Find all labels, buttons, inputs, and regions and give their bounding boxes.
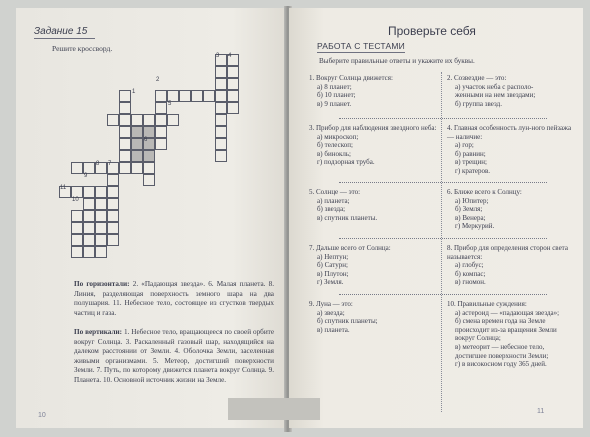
crossword-cell [107, 210, 119, 222]
test-question [447, 188, 573, 231]
answer-option[interactable]: а) глобус; [455, 261, 484, 270]
question-text: 2. Созвездие — это: [447, 74, 507, 82]
crossword-cell [107, 114, 119, 126]
test-question [447, 74, 573, 108]
test-instruction: Выберите правильные ответы и укажите их буквы. [319, 57, 475, 65]
crossword-number-label: 6 [144, 137, 148, 143]
crossword-number [71, 198, 83, 210]
question-text: 3. Прибор для наблюдения звездного неба: [309, 124, 437, 132]
crossword-number [143, 138, 155, 150]
crossword-cell [83, 234, 95, 246]
clues-horizontal-text: 2. «Падающая звезда». 6. Малая планета. 8. Линия, разделяющая поверхность земного шара на два полушария. 11. Небесное тело, состоящее из сгустков твердых частиц и газа. [74, 280, 275, 317]
section-heading: РАБОТА С ТЕСТАМИ [317, 41, 405, 51]
column-divider [441, 72, 442, 412]
test-question [447, 124, 573, 176]
crossword-cell [215, 66, 227, 78]
crossword-cell [83, 222, 95, 234]
crossword-cell [119, 162, 131, 174]
crossword-cell [95, 246, 107, 258]
answer-option[interactable]: б) Земля; [455, 205, 483, 214]
test-question [309, 124, 437, 167]
crossword-cell [119, 138, 131, 150]
crossword-cell [107, 198, 119, 210]
answer-option[interactable]: в) трещин; [455, 158, 487, 167]
crossword-cell [215, 78, 227, 90]
crossword-cell [191, 90, 203, 102]
left-page [16, 8, 286, 428]
crossword-cell [215, 150, 227, 162]
answer-option[interactable]: б) равнин; [455, 149, 486, 158]
question-separator [339, 182, 547, 183]
crossword-cell [83, 210, 95, 222]
crossword-cell [143, 162, 155, 174]
crossword-cell [215, 126, 227, 138]
answer-option[interactable]: б) 10 планет; [317, 91, 356, 100]
page-title: Проверьте себя [388, 24, 476, 38]
task-title: Задание 15 [34, 26, 88, 37]
clues-vertical-text: 1. Небесное тело, вращающееся по своей орбите вокруг Солнца. 3. Раскаленный газовый шар, находящийся на далеком расстоянии от Земли. 4. Оболочка Земли, заселенная живыми организмами. 5. Метеор, достигший поверхности Земли. 7. Путь, по которому движется планета вокруг Солнца. 9. Планета. 10. Основной источник жизни на Земле. [74, 328, 275, 384]
test-question [309, 300, 437, 334]
answer-option[interactable]: в) бинокль; [317, 149, 351, 158]
answer-option[interactable]: б) спутник планеты; [317, 317, 378, 326]
test-question [309, 74, 437, 108]
crossword-cell [119, 90, 131, 102]
crossword-cell [107, 174, 119, 186]
crossword-cell [131, 150, 143, 162]
right-page [289, 8, 583, 428]
crossword-cell [71, 246, 83, 258]
crossword-cell [179, 90, 191, 102]
question-text: 6. Ближе всего к Солнцу: [447, 188, 522, 196]
crossword-cell [95, 234, 107, 246]
crossword-number [155, 78, 167, 90]
crossword-number-label: 5 [168, 101, 172, 107]
crossword-cell [119, 102, 131, 114]
answer-option[interactable]: в) спутник планеты. [317, 213, 378, 222]
answer-option[interactable]: в) Плутон; [317, 269, 349, 278]
answer-option[interactable]: б) группа звезд. [455, 99, 502, 108]
crossword-number-label: 8 [96, 161, 100, 167]
crossword-cell [215, 114, 227, 126]
test-question [309, 244, 437, 287]
crossword-cell [71, 222, 83, 234]
crossword-cell [143, 150, 155, 162]
crossword-cell [119, 150, 131, 162]
answer-option[interactable]: б) смена времен года на Земле происходит из-за вращения Земли вокруг Солнца; [455, 317, 557, 343]
crossword-cell [143, 114, 155, 126]
crossword-cell [215, 138, 227, 150]
crossword-cell [71, 210, 83, 222]
answer-option[interactable]: а) Юпитер; [455, 196, 489, 205]
crossword-cell [155, 126, 167, 138]
crossword-number [83, 174, 95, 186]
crossword-cell [227, 90, 239, 102]
clues-vertical-label: По вертикали: [74, 328, 123, 336]
crossword-cell [203, 90, 215, 102]
answer-option[interactable]: в) 9 планет. [317, 99, 352, 108]
answer-option[interactable]: в) гномон. [455, 278, 486, 287]
answer-option[interactable]: а) 8 планет; [317, 82, 352, 91]
question-separator [339, 238, 547, 239]
answer-option[interactable]: б) телескоп; [317, 141, 353, 150]
crossword-number-label: 11 [60, 185, 67, 191]
crossword-number-label: 4 [228, 53, 232, 59]
question-separator [339, 118, 547, 119]
answer-option[interactable]: в) планета. [317, 325, 350, 334]
crossword-number-label: 7 [108, 161, 112, 167]
test-question [447, 244, 573, 287]
question-text: 9. Луна — это: [309, 300, 353, 308]
answer-option[interactable]: а) планета; [317, 196, 350, 205]
answer-option[interactable]: г) кратеров. [455, 166, 490, 175]
crossword-cell [95, 210, 107, 222]
crossword-number [227, 54, 239, 66]
clues-horizontal-label: По горизонтали: [74, 280, 130, 288]
test-question [309, 188, 437, 222]
answer-option[interactable]: в) метеорит — небесное тело, достигшее поверхности Земли; [455, 342, 549, 360]
crossword-cell [227, 78, 239, 90]
crossword-cell [227, 102, 239, 114]
crossword-number [107, 162, 119, 174]
question-text: 7. Дальше всего от Солнца: [309, 244, 391, 252]
crossword-cell [95, 222, 107, 234]
answer-option[interactable]: а) Нептун; [317, 252, 349, 261]
crossword-cell [155, 138, 167, 150]
question-separator [339, 294, 547, 295]
answer-option[interactable]: а) участок неба с располо- [455, 82, 534, 91]
crossword-cell [131, 114, 143, 126]
crossword-cell [143, 174, 155, 186]
crossword-cell [107, 186, 119, 198]
answer-option[interactable]: г) подзорная труба. [317, 158, 375, 167]
question-text: 4. Главная особенность лун-ного пейзажа — наличие: [447, 124, 572, 141]
question-text: 1. Вокруг Солнца движется: [309, 74, 393, 82]
answer-option[interactable]: б) компас; [455, 269, 486, 278]
crossword-cell [71, 162, 83, 174]
crossword-number-label: 1 [132, 89, 136, 95]
crossword-cell [215, 102, 227, 114]
crossword-cell [83, 186, 95, 198]
answer-option[interactable]: г) Земля. [317, 278, 344, 287]
crossword-cell [131, 138, 143, 150]
crossword-cell [131, 162, 143, 174]
answer-option[interactable]: а) звезда; [317, 308, 345, 317]
clues-vertical [74, 328, 274, 386]
crossword-cell [155, 114, 167, 126]
redaction-bar [228, 398, 320, 420]
question-text: 5. Солнце — это: [309, 188, 361, 196]
clues-horizontal [74, 280, 274, 318]
crossword-cell [95, 186, 107, 198]
crossword-number [167, 102, 179, 114]
crossword-number [95, 162, 107, 174]
test-question [447, 300, 573, 369]
crossword-cell [71, 234, 83, 246]
crossword-cell [167, 114, 179, 126]
answer-option[interactable]: а) гор; [455, 141, 474, 150]
crossword-cell [215, 90, 227, 102]
page-number-right: 11 [537, 408, 545, 415]
answer-option[interactable]: г) в високосном году 365 дней. [455, 360, 547, 369]
page-number-left: 10 [38, 412, 46, 419]
answer-option[interactable]: б) Сатурн; [317, 261, 348, 270]
crossword-cell [83, 246, 95, 258]
task-instruction: Решите кроссворд. [52, 44, 113, 53]
crossword-number-label: 9 [84, 173, 88, 179]
question-text: 10. Правильные суждения: [447, 300, 527, 308]
crossword-cell [227, 66, 239, 78]
crossword-number-label: 2 [156, 77, 160, 83]
crossword-number-label: 10 [72, 197, 79, 203]
crossword-number [215, 54, 227, 66]
crossword-cell [155, 90, 167, 102]
answer-option[interactable]: а) астероид — «падающая звезда»; [455, 308, 560, 317]
crossword-number-label: 3 [216, 53, 220, 59]
crossword-cell [83, 198, 95, 210]
answer-option[interactable]: б) звезда; [317, 205, 346, 214]
crossword-cell [107, 234, 119, 246]
crossword-cell [119, 114, 131, 126]
question-text: 8. Прибор для определения сторон света называется: [447, 244, 568, 261]
crossword-number [131, 90, 143, 102]
crossword-number [59, 186, 71, 198]
crossword-cell [131, 126, 143, 138]
crossword-cell [155, 102, 167, 114]
crossword-cell [95, 198, 107, 210]
answer-option[interactable]: женными на нем звездами; [455, 91, 536, 100]
answer-option[interactable]: а) микроскоп; [317, 132, 359, 141]
answer-option[interactable]: г) Меркурий. [455, 222, 495, 231]
answer-option[interactable]: в) Венера; [455, 213, 486, 222]
crossword-cell [119, 126, 131, 138]
crossword-cell [107, 222, 119, 234]
